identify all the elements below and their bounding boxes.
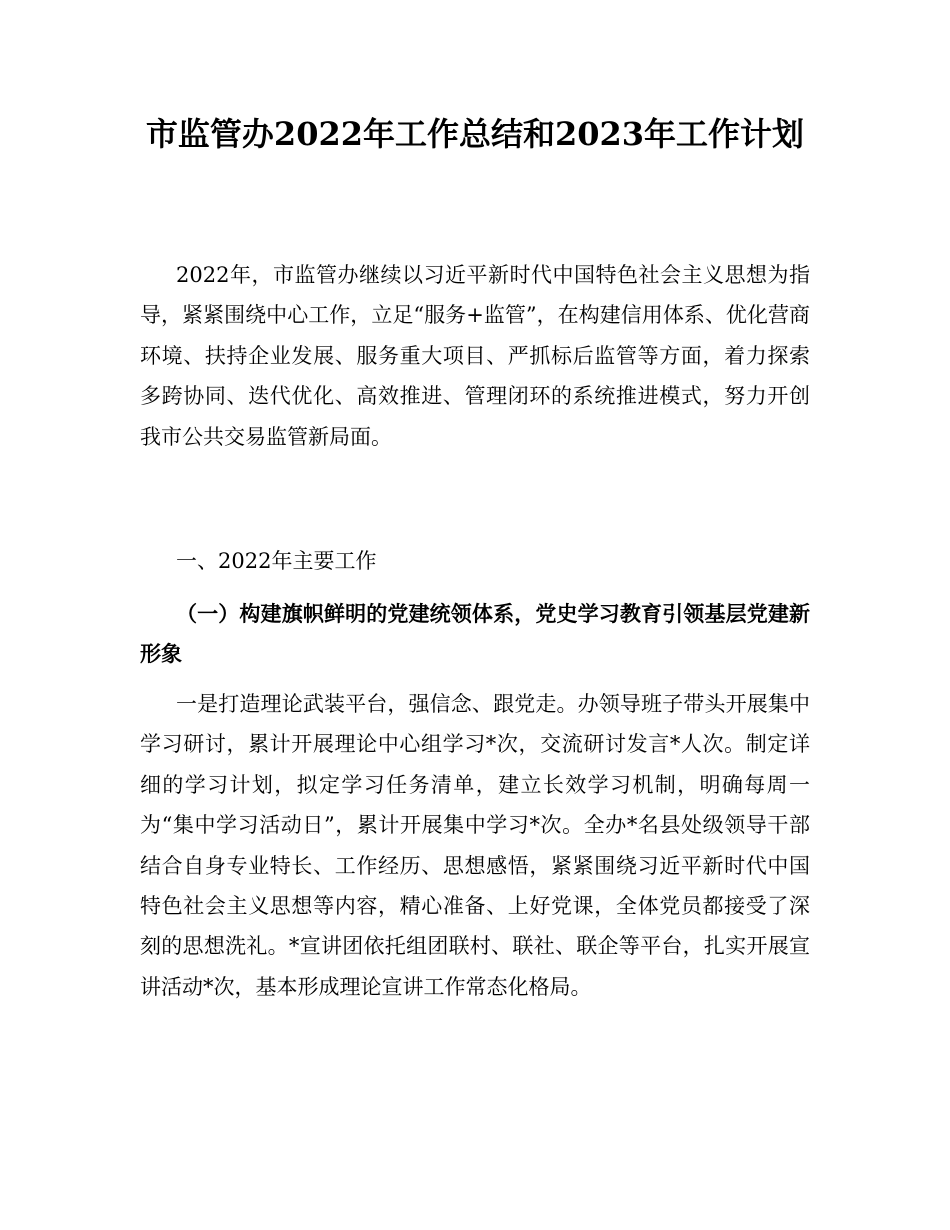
subsection-heading: （一）构建旗帜鲜明的党建统领体系，党史学习教育引领基层党建新形象 (140, 601, 810, 667)
body-paragraph: 一是打造理论武装平台，强信念、跟党走。办领导班子带头开展集中学习研讨，累计开展理论中心组学习*次，交流研讨发言*人次。制定详细的学习计划，拟定学习任务清单，建立长效学习机制，明确每周一为“集中学习活动日”，累计开展集中学习*次。全办*名县处级领导干部结合自身专业特长、工作经历、思想感悟，紧紧围绕习近平新时代中国特色社会主义思想等内容，精心准备、上好党课，全体党员都接受了深刻的思想洗礼。*宣讲团依托组团联村、联社、联企等平台，扎实开展宣讲活动*次，基本形成理论宣讲工作常态化格局。 (140, 692, 810, 999)
section-heading: 一、2022年主要工作 (176, 549, 377, 573)
document-title: 市监管办2022年工作总结和2023年工作计划 (145, 115, 805, 153)
intro-paragraph: 2022年，市监管办继续以习近平新时代中国特色社会主义思想为指导，紧紧围绕中心工作，立足“服务+监管”，在构建信用体系、优化营商环境、扶持企业发展、服务重大项目、严抓标后监管等方面，着力探索多跨协同、迭代优化、高效推进、管理闭环的系统推进模式，努力开创我市公共交易监管新局面。 (140, 263, 810, 449)
